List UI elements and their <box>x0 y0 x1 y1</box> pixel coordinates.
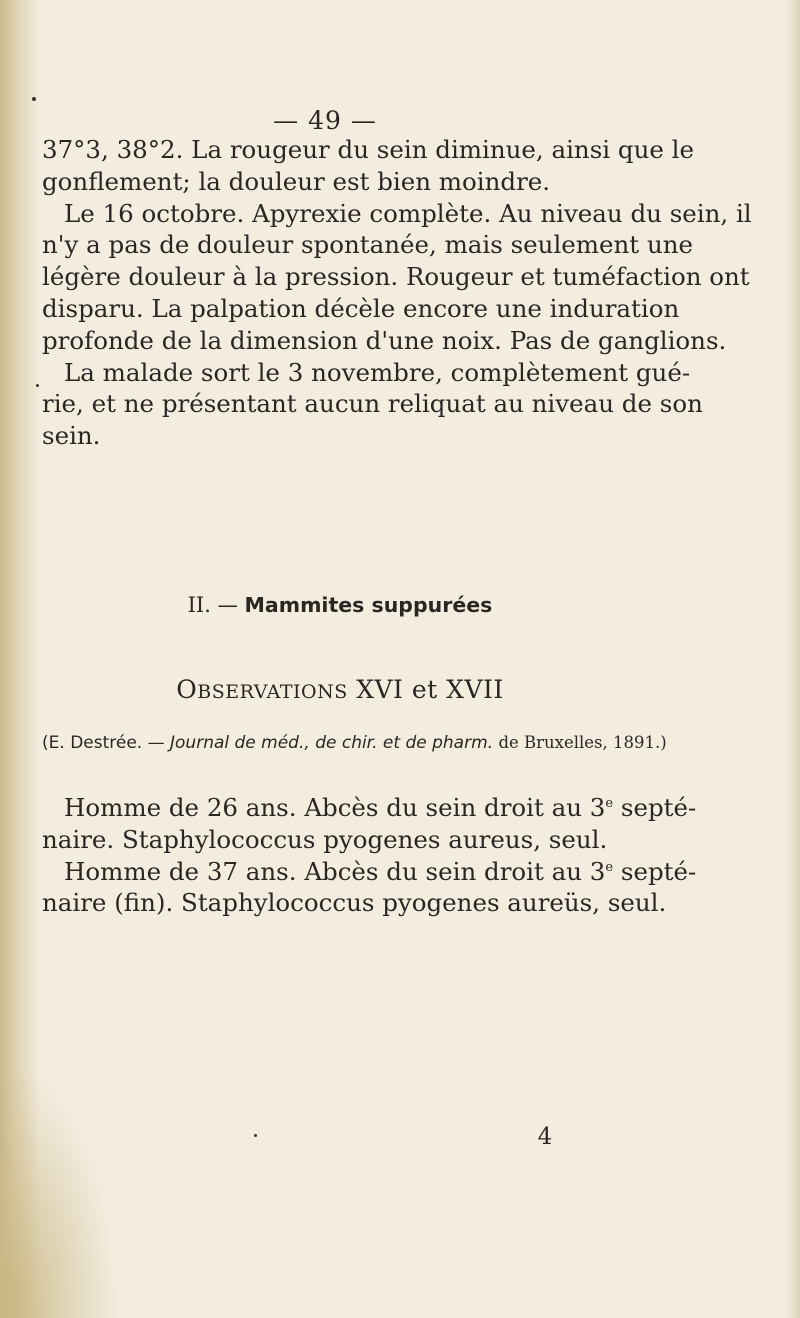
text-fragment: septé- <box>613 856 697 886</box>
paragraph-temperature <box>42 134 694 198</box>
citation-place: de Bruxelles, 1891.) <box>498 733 667 752</box>
section-dash: — <box>217 593 238 617</box>
text-line: légère douleur à la pression. Rougeur et tuméfaction ont <box>42 262 750 292</box>
page-number: — 49 — <box>273 106 377 135</box>
text-line: Le 16 octobre. Apyrexie complète. Au niveau du sein, il <box>64 198 752 228</box>
ordinal-superscript: e <box>605 796 614 811</box>
paragraph-observation-26 <box>42 792 697 856</box>
print-speck <box>254 1134 257 1137</box>
text-fragment: Homme de 37 ans. Abcès du sein droit au 3 <box>64 856 606 886</box>
text-line: naire (fin). Staphylococcus pyogenes aureüs, seul. <box>42 888 667 918</box>
paragraph-sortie <box>42 357 703 452</box>
observations-numbers: XVI et XVII <box>356 675 504 704</box>
paragraph-16-octobre <box>42 198 752 357</box>
section-number: II. <box>187 593 211 617</box>
top-text-block <box>42 134 752 452</box>
text-line: n'y a pas de douleur spontanée, mais seulement une <box>42 230 693 260</box>
text-line: sein. <box>42 421 101 451</box>
text-line: rie, et ne présentant aucun reliquat au niveau de son <box>42 389 703 419</box>
bottom-text-block <box>42 792 697 919</box>
print-speck <box>32 97 36 101</box>
citation-author: Destrée. <box>70 733 143 753</box>
text-line: 37°3, 38°2. La rougeur du sein diminue, ainsi que le <box>42 135 694 164</box>
citation-dash: — <box>147 733 165 753</box>
ordinal-superscript: e <box>605 859 614 875</box>
text-fragment: septé- <box>613 793 697 822</box>
paragraph-observation-37 <box>42 856 697 920</box>
page-edge-shading-right <box>786 0 800 1318</box>
observations-initial: O <box>176 675 198 704</box>
text-line: disparu. La palpation décèle encore une induration <box>42 293 680 323</box>
text-line: profonde de la dimension d'une noix. Pas de ganglions. <box>42 325 727 355</box>
citation <box>42 733 682 753</box>
text-line: gonflement; la douleur est bien moindre. <box>42 166 551 196</box>
text-line: La malade sort le 3 novembre, complètement gué- <box>64 357 691 387</box>
text-line <box>42 792 697 824</box>
citation-open: (E. <box>42 733 65 753</box>
page-corner-stain <box>0 1058 120 1318</box>
text-line <box>42 856 697 888</box>
section-title: Mammites suppurées <box>244 593 493 617</box>
print-speck <box>36 384 39 387</box>
text-line: naire. Staphylococcus pyogenes aureus, seul. <box>42 824 608 854</box>
signature-mark: 4 <box>537 1124 553 1150</box>
text-fragment: Homme de 26 ans. Abcès du sein droit au 3 <box>64 793 606 822</box>
observations-word: BSERVATIONS <box>197 681 348 703</box>
citation-journal: Journal de méd., de chir. et de pharm. <box>170 733 494 753</box>
observations-heading <box>0 675 680 704</box>
section-heading <box>0 593 680 617</box>
